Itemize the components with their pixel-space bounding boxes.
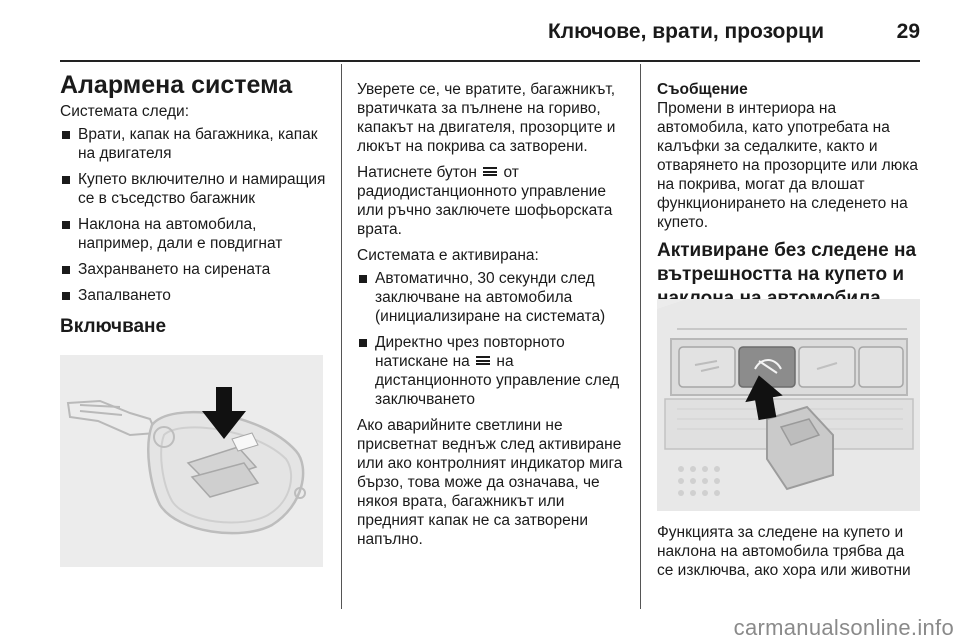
- overhead-console-illustration: [657, 299, 920, 511]
- list-item: [357, 333, 627, 409]
- list-item: Захранването на сирената: [60, 260, 328, 279]
- page-number: 29: [896, 20, 920, 43]
- lock-button-icon: [476, 356, 490, 365]
- column-divider-1: [341, 64, 342, 609]
- paragraph-hazard-lights: Ако аварийните светлини не присветнат веднъж след активиране или ако контролният индикатор мига бързо, това може да означава, че някоя врата, багажникът или предният капак не са затворени напълно.: [357, 417, 623, 548]
- lock-button-icon: [483, 167, 497, 176]
- header-rule: [60, 60, 920, 62]
- watermark: carmanualsonline.info: [733, 615, 954, 640]
- list-item: Автоматично, 30 секунди след заключване на автомобила (инициализиране на системата): [357, 269, 627, 326]
- monitored-list: [60, 125, 328, 305]
- column-2: [357, 80, 627, 556]
- page-header: [60, 18, 922, 58]
- overhead-console-drawing: [657, 299, 920, 511]
- intro-text: Системата следи:: [60, 103, 190, 120]
- subheading-activation: Включване: [60, 316, 167, 337]
- list-item: Купето включително и намиращия се в съседство багажник: [60, 170, 328, 208]
- key-fob-illustration: [60, 355, 323, 567]
- direct-activation-text-end: на дистанционното управление след заключването: [375, 353, 620, 408]
- section-heading-deactivation: Активиране без следене на вътрешността на купето и: [657, 240, 917, 285]
- paragraph-press-button: [357, 163, 627, 239]
- note-title: Съобщение: [657, 81, 748, 98]
- chapter-title: Ключове, врати, прозорци: [547, 20, 824, 43]
- column-3: [657, 80, 919, 317]
- list-item: Наклона на автомобила, например, дали е повдигнат: [60, 215, 328, 253]
- press-button-text-end: от радиодистанционното управление или ръчно заключете шофьорската врата.: [357, 164, 613, 238]
- press-button-text-start: Натиснете бутон: [357, 164, 477, 181]
- paragraph-activated: Системата е активирана:: [357, 247, 539, 264]
- paragraph-check-closed: Уверете се, че вратите, багажникът, вратичката за пълнене на гориво, капакът на двигателя, прозорците и люкът на покрива са затворени.: [357, 81, 616, 155]
- note-text: Промени в интериора на автомобила, като употребата на калъфки за седалките, както и отварянето на прозорците или люка на покрива, могат да влошат функционирането на следенето на купето.: [657, 100, 919, 231]
- column-1: [60, 70, 328, 345]
- section-heading: Алармена система: [60, 71, 293, 99]
- direct-activation-text-start: Директно чрез повторното натискане на: [375, 334, 565, 370]
- activation-list: [357, 269, 627, 409]
- list-item: Запалването: [60, 286, 328, 305]
- column-3-bottom: [657, 523, 919, 580]
- column-divider-2: [640, 64, 641, 609]
- list-item: Врати, капак на багажника, капак на двигателя: [60, 125, 328, 163]
- paragraph-deactivation-reason: Функцията за следене на купето и наклона на автомобила трябва да се изключва, ако хора или животни: [657, 524, 911, 579]
- key-fob-drawing: [60, 355, 323, 567]
